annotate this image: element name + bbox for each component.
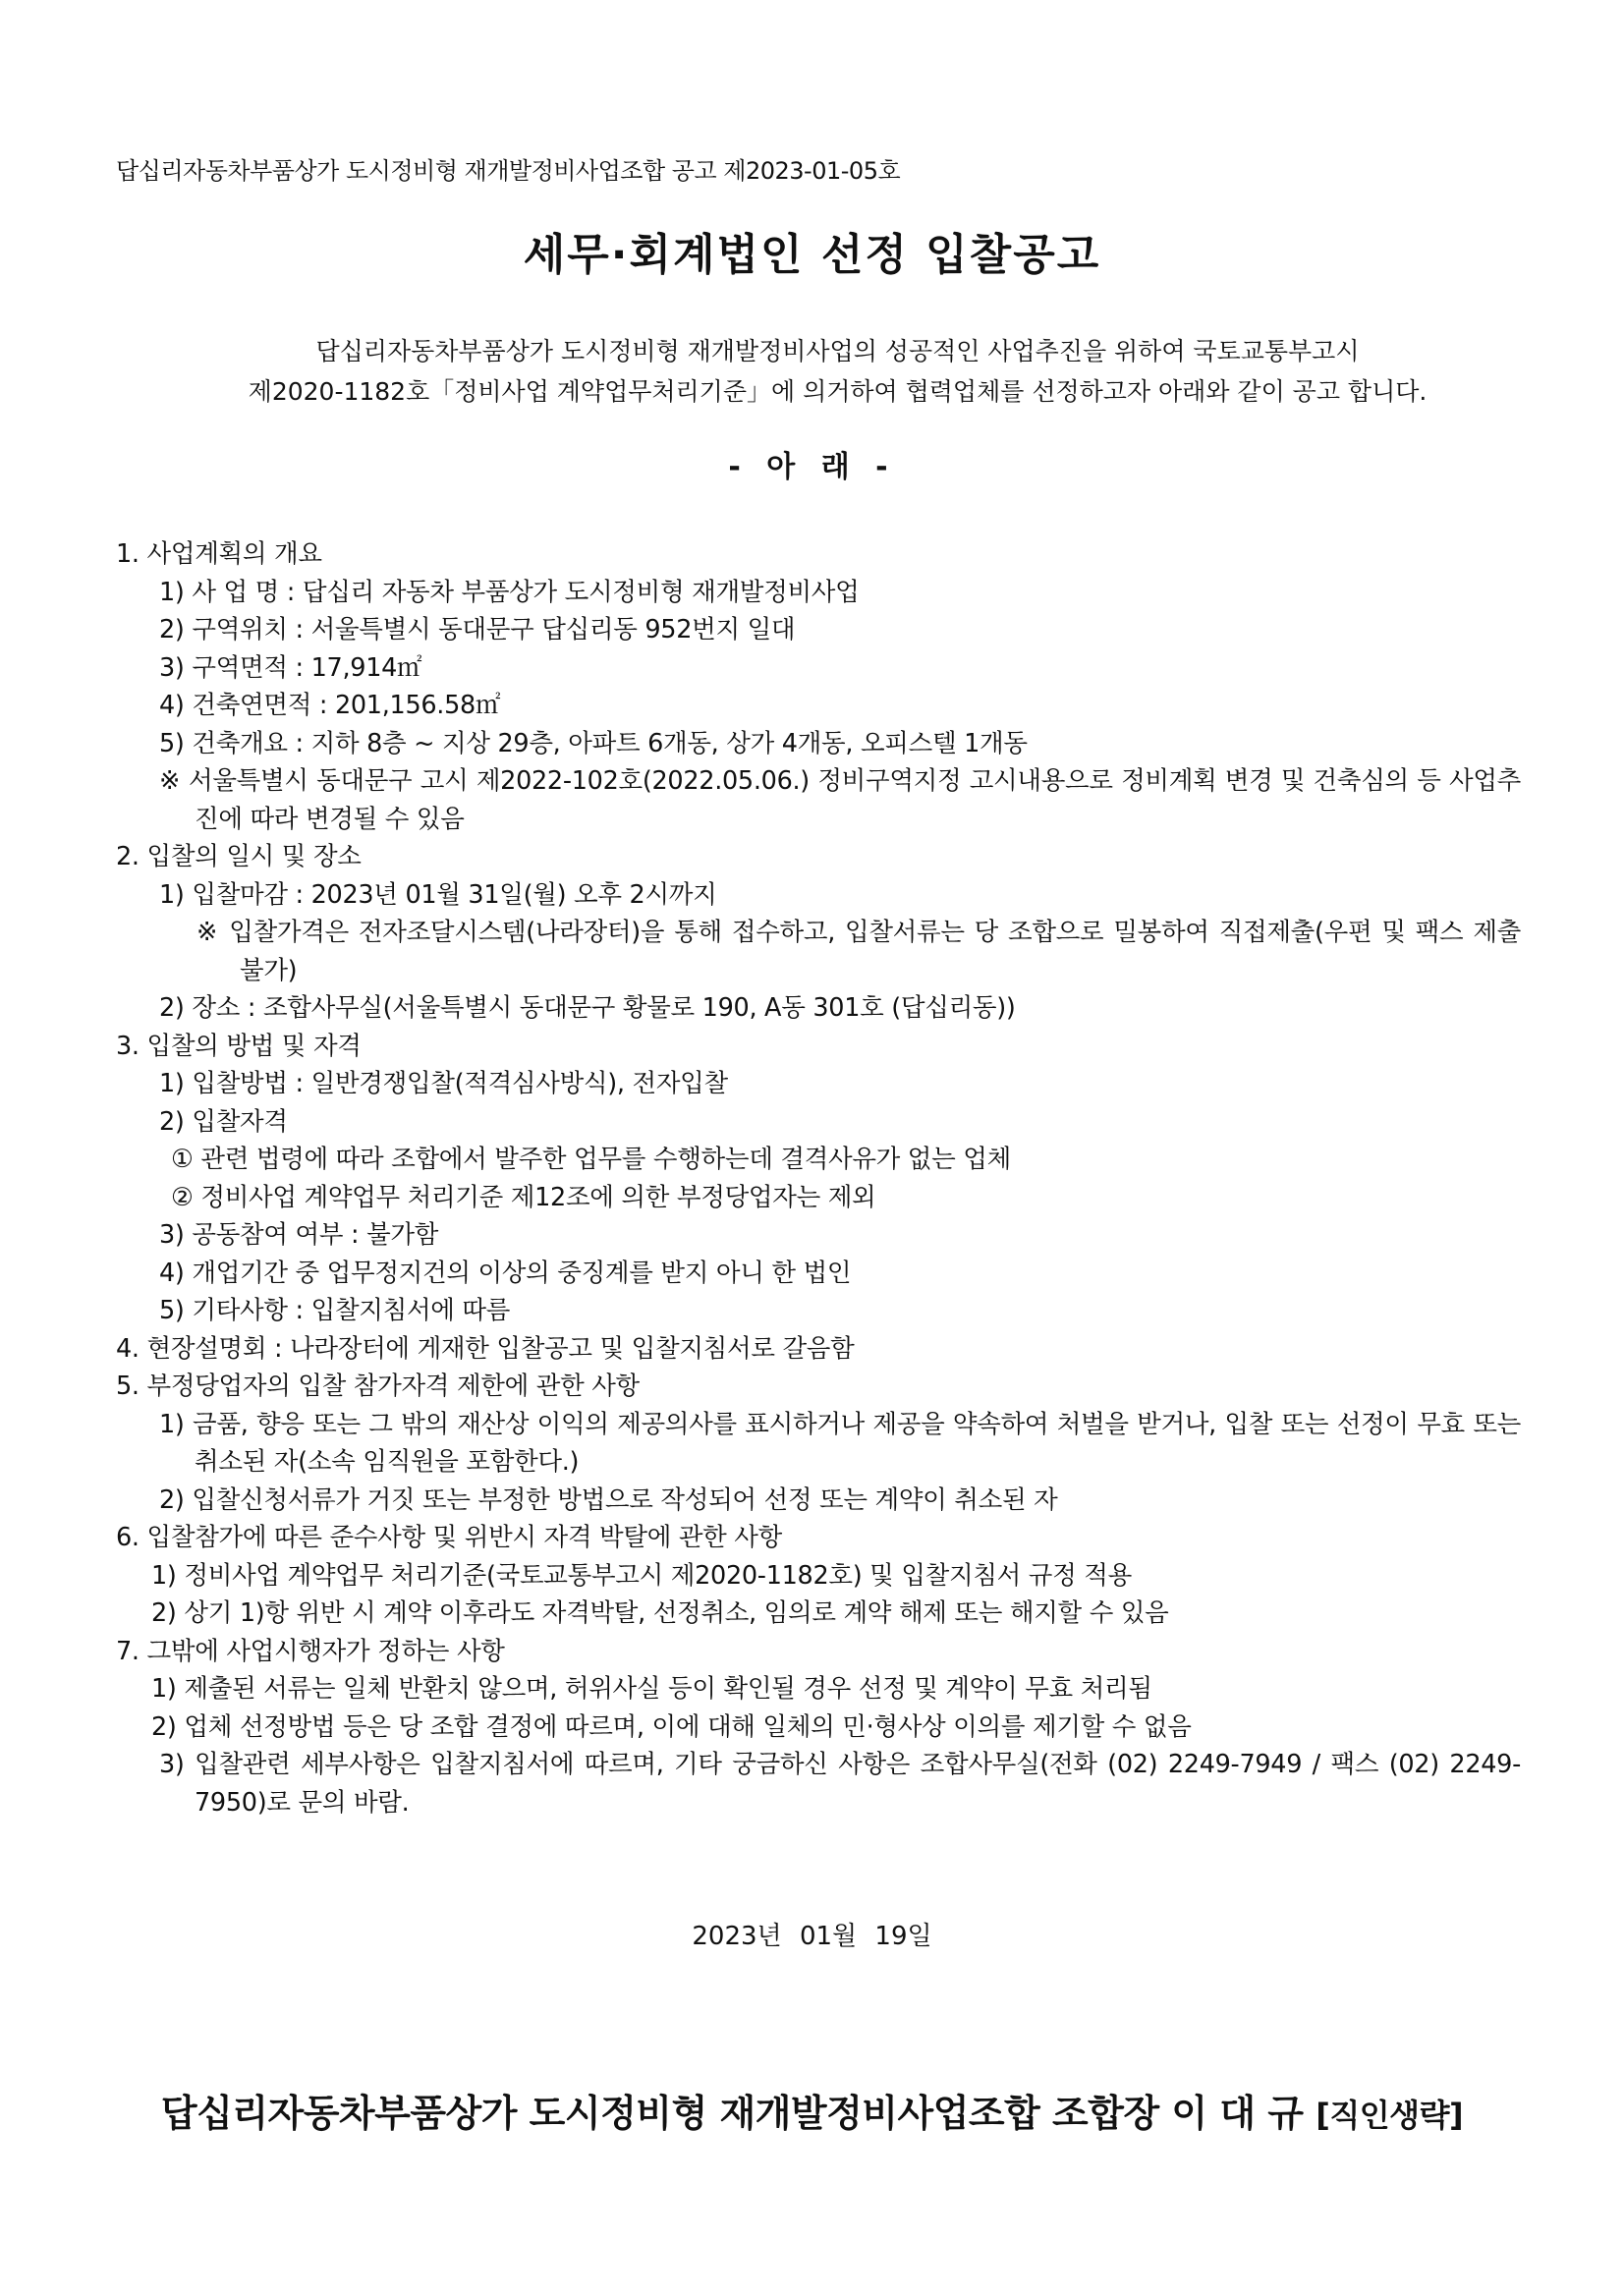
section-item: 5) 기타사항 : 입찰지침서에 따름 (159, 1296, 511, 1325)
intro-paragraph (152, 331, 1523, 412)
section-item: 1) 입찰마감 : 2023년 01월 31일(월) 오후 2시까지 (159, 879, 717, 910)
section-item: 5) 건축개요 : 지하 8층 ~ 지상 29층, 아파트 6개동, 상가 4개동, 오피스텔 1개동 (159, 728, 1028, 758)
section-item: 3) 공동참여 여부 : 불가함 (159, 1220, 439, 1250)
section-subitem: ① 관련 법령에 따라 조합에서 발주한 업무를 수행하는데 결격사유가 없는 업체 (171, 1145, 1011, 1174)
section-note: ※ 서울특별시 동대문구 고시 제2022-102호(2022.05.06.) 정비구역지정 고시내용으로 정비계획 변경 및 건축심의 등 사업추진에 따라 변경될 수 있음 (159, 766, 1521, 834)
section-heading: 2. 입찰의 일시 및 장소 (116, 842, 362, 871)
section-heading: 7. 그밖에 사업시행자가 정하는 사항 (116, 1636, 505, 1666)
section-item: 1) 입찰방법 : 일반경쟁입찰(적격심사방식), 전자입찰 (159, 1069, 728, 1098)
section-note: ※ 입찰가격은 전자조달시스템(나라장터)을 통해 접수하고, 입찰서류는 당 조합으로 밀봉하여 직접제출(우편 및 팩스 제출 불가) (196, 918, 1521, 985)
section-item: 2) 입찰신청서류가 거짓 또는 부정한 방법으로 작성되어 선정 또는 계약이 취소된 자 (159, 1484, 1058, 1515)
notice-date: 2023년 01월 19일 (692, 1922, 932, 1951)
section-item: 4) 건축연면적 : 201,156.58㎡ (159, 691, 501, 720)
section-item: 2) 장소 : 조합사무실(서울특별시 동대문구 황물로 190, A동 301호 (답십리동)) (159, 993, 1016, 1023)
section-item: 3) 입찰관련 세부사항은 입찰지침서에 따르며, 기타 궁금하신 사항은 조합사무실(전화 (02) 2249-7949 / 팩스 (02) 2249-7950)로 문의 바람. (159, 1750, 1521, 1818)
section-heading: 4. 현장설명회 : 나라장터에 게재한 입찰공고 및 입찰지침서로 갈음함 (116, 1333, 855, 1364)
notice-number: 답십리자동차부품상가 도시정비형 재개발정비사업조합 공고 제2023-01-05호 (116, 157, 901, 185)
section-heading: 3. 입찰의 방법 및 자격 (116, 1031, 362, 1061)
section-item: 2) 입찰자격 (159, 1106, 288, 1137)
section-item: 2) 상기 1)항 위반 시 계약 이후라도 자격박탈, 선정취소, 임의로 계약 해제 또는 해지할 수 있음 (151, 1598, 1169, 1628)
section-heading: 6. 입찰참가에 따른 준수사항 및 위반시 자격 박탈에 관한 사항 (116, 1523, 782, 1552)
section-heading: 1. 사업계획의 개요 (116, 539, 322, 569)
seal-note: [직인생략] (1316, 2097, 1464, 2134)
notice-body (116, 535, 1521, 1821)
intro-line: 제2020-1182호「정비사업 계약업무처리기준」에 의거하여 협력업체를 선정하고자 아래와 같이 공고 합니다. (248, 377, 1428, 406)
intro-line: 답십리자동차부품상가 도시정비형 재개발정비사업의 성공적인 사업추진을 위하여 국토교통부고시 (315, 337, 1360, 365)
section-item: 2) 구역위치 : 서울특별시 동대문구 답십리동 952번지 일대 (159, 615, 796, 644)
section-item: 1) 제출된 서류는 일체 반환치 않으며, 허위사실 등이 확인될 경우 선정 및 계약이 무효 처리됨 (151, 1674, 1152, 1704)
section-item: 4) 개업기간 중 업무정지건의 이상의 중징계를 받지 아니 한 법인 (159, 1258, 852, 1288)
section-subitem: ② 정비사업 계약업무 처리기준 제12조에 의한 부정당업자는 제외 (171, 1182, 876, 1212)
section-item: 3) 구역면적 : 17,914㎡ (159, 652, 422, 683)
below-heading: - 아 래 - (728, 450, 896, 484)
section-item: 2) 업체 선정방법 등은 당 조합 결정에 따르며, 이에 대해 일체의 민·형사상 이의를 제기할 수 없음 (151, 1711, 1192, 1742)
section-item: 1) 정비사업 계약업무 처리기준(국토교통부고시 제2020-1182호) 및 입찰지침서 규정 적용 (151, 1560, 1132, 1591)
signature-line (0, 2083, 1624, 2137)
section-item: 1) 사 업 명 : 답십리 자동차 부품상가 도시정비형 재개발정비사업 (159, 577, 860, 607)
section-heading: 5. 부정당업자의 입찰 참가자격 제한에 관한 사항 (116, 1372, 640, 1401)
section-item: 1) 금품, 향응 또는 그 밖의 재산상 이익의 제공의사를 표시하거나 제공을 약속하여 처벌을 받거나, 입찰 또는 선정이 무효 또는 취소된 자(소속 임직원을 포함한다.) (159, 1409, 1521, 1477)
page-title: 세무·회계법인 선정 입찰공고 (523, 230, 1101, 280)
signature-text: 답십리자동차부품상가 도시정비형 재개발정비사업조합 조합장 이 대 규 (160, 2092, 1304, 2135)
